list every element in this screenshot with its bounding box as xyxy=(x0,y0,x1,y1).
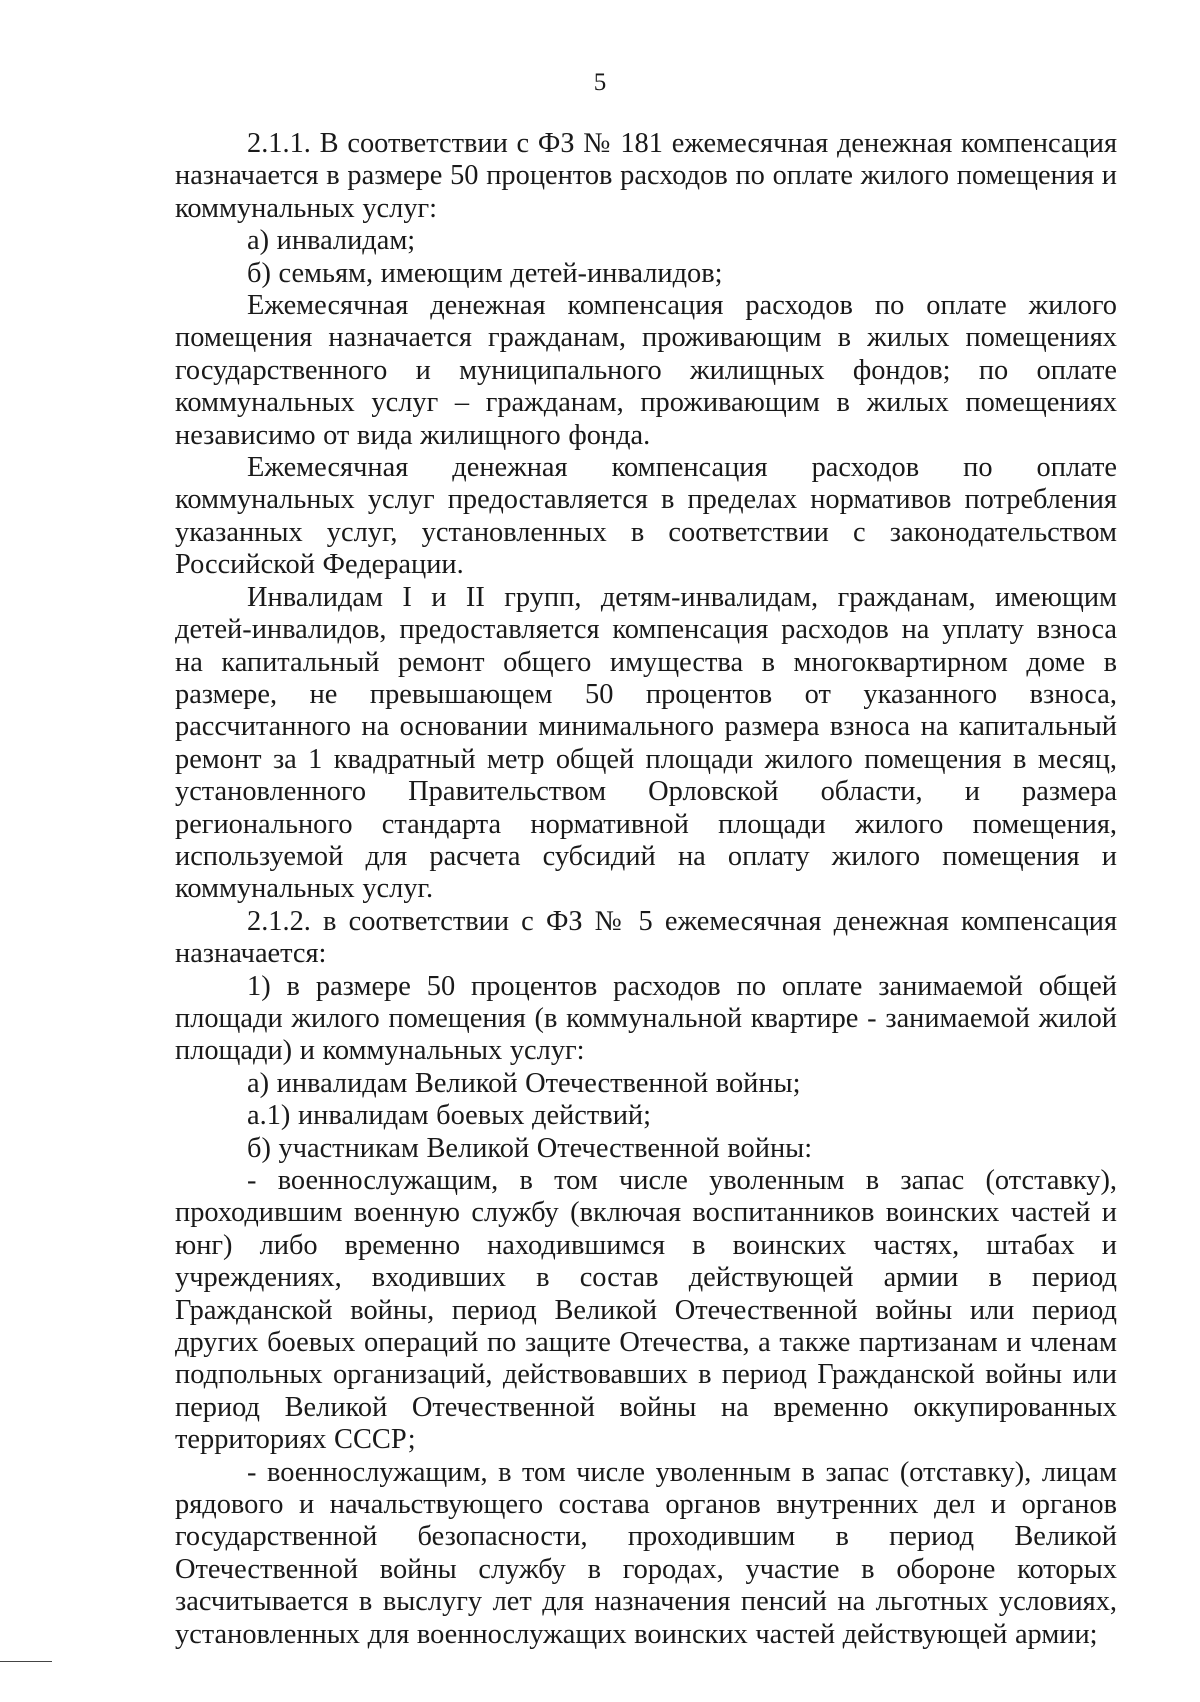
list-item-b: б) семьям, имеющим детей-инвалидов; xyxy=(247,257,723,289)
paragraph-2-1-1: 2.1.1. В соответствии с ФЗ № 181 ежемесячная денежная компенсация назначается в размере 50 процентов расходов по оплате жилого помещения и коммунальных услуг: xyxy=(175,128,1117,224)
margin-line xyxy=(0,1661,52,1662)
list-item-a1-combat-invalids: а.1) инвалидам боевых действий; xyxy=(247,1100,651,1132)
list-item-a: а) инвалидам; xyxy=(247,225,416,257)
paragraph-item-1: 1) в размере 50 процентов расходов по оплате занимаемой общей площади жилого помещения (в коммунальной квартире - занимаемой жилой площади) и коммунальных услуг: xyxy=(175,970,1117,1067)
dash-item-military-personnel: - военнослужащим, в том числе уволенным в запас (отставку), проходившим военную службу (включая воспитанников воинских частей и юнг) либо временно находившимся в воинских частях, штабах и учреждениях, входивших в состав действующей армии в период Гражданской войны, период Великой Отечественной войны или период других боевых операций по защите Отечества, а также партизанам и членам подпольных организаций, действовавших в период Гражданской войны или период Великой Отечественной войны на временно оккупированных территориях СССР; xyxy=(175,1165,1117,1456)
document-body xyxy=(175,128,1117,1651)
paragraph-utilities-compensation: Ежемесячная денежная компенсация расходов по оплате коммунальных услуг предоставляется в пределах нормативов потребления указанных услуг, установленных в соответствии с законодательством Российской Федерации. xyxy=(175,452,1117,581)
dash-item-military-city-service: - военнослужащим, в том числе уволенным в запас (отставку), лицам рядового и начальствующего состава органов внутренних дел и органов государственной безопасности, проходившим в период Великой Отечественной войны службу в городах, участие в обороне которых засчитывается в выслугу лет для назначения пенсий на льготных условиях, установленных для военнослужащих воинских частей действующей армии; xyxy=(175,1456,1117,1650)
paragraph-2-1-2: 2.1.2. в соответствии с ФЗ № 5 ежемесячная денежная компенсация назначается: xyxy=(175,905,1117,970)
list-item-a-wwii-invalids: а) инвалидам Великой Отечественной войны; xyxy=(247,1067,801,1099)
paragraph-capital-repair: Инвалидам I и II групп, детям-инвалидам, гражданам, имеющим детей-инвалидов, предоставляется компенсация расходов на уплату взноса на капитальный ремонт общего имущества в многоквартирном доме в размере, не превышающем 50 процентов от указанного взноса, рассчитанного на основании минимального размера взноса на капитальный ремонт за 1 квадратный метр общей площади жилого помещения в месяц, установленного Правительством Орловской области, и размера регионального стандарта нормативной площади жилого помещения, используемой для расчета субсидий на оплату жилого помещения и коммунальных услуг. xyxy=(175,581,1117,905)
page-number: 5 xyxy=(593,69,607,96)
list-item-b-wwii-participants: б) участникам Великой Отечественной войны: xyxy=(247,1132,813,1164)
paragraph-housing-compensation: Ежемесячная денежная компенсация расходов по оплате жилого помещения назначается гражданам, проживающим в жилых помещениях государственного и муниципального жилищных фондов; по оплате коммунальных услуг – гражданам, проживающим в жилых помещениях независимо от вида жилищного фонда. xyxy=(175,290,1117,451)
